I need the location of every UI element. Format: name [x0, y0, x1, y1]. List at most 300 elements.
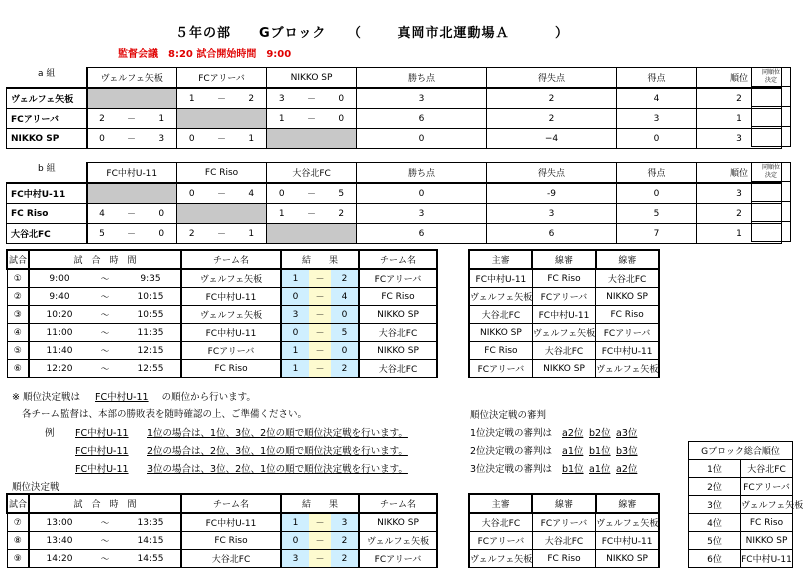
match-score: 3 — [267, 88, 297, 109]
line-referee: FC Riso — [532, 550, 595, 568]
self-match-cell — [87, 88, 117, 109]
example-line — [75, 443, 408, 461]
header-no: 試合 — [7, 250, 29, 269]
referee-header: 線審 — [532, 250, 595, 269]
match-score: 1 — [177, 88, 207, 109]
standing-pts: 3 — [357, 204, 487, 224]
match-score: － — [297, 109, 327, 129]
match-row — [7, 550, 437, 568]
example-team: FC中村U-11 — [75, 428, 129, 439]
header-result: 結 果 — [281, 494, 359, 513]
final-ranking-title: Gブロック総合順位 — [689, 442, 793, 460]
self-match-cell — [237, 109, 267, 129]
line-referee: NIKKO SP — [532, 360, 595, 378]
tiebreak-cell — [752, 182, 791, 202]
ref-assign-title: 順位決定戦の審判 — [470, 410, 547, 421]
match-score: 3 — [147, 129, 177, 149]
column-header: 得失点 — [487, 68, 617, 89]
standing-rank: 2 — [697, 88, 782, 109]
self-match-cell — [117, 183, 147, 204]
standing-gd: −4 — [487, 129, 617, 149]
self-match-cell — [117, 88, 147, 109]
start-time: 14:20 — [29, 550, 89, 568]
home-score: 1 — [281, 513, 309, 532]
referee-row — [469, 360, 659, 378]
home-team: FC Riso — [181, 532, 281, 550]
corner-cell — [7, 163, 87, 184]
home-team: ヴェルフェ矢板 — [181, 269, 281, 288]
match-score: － — [207, 129, 237, 149]
tiebreak-cell — [752, 87, 791, 107]
match-number: ⑦ — [7, 513, 29, 532]
header-team2: チーム名 — [359, 250, 437, 269]
referee-header: 主審 — [469, 494, 532, 513]
referee-row — [469, 269, 659, 288]
final-rank: 5位 — [689, 532, 741, 550]
match-score: － — [207, 183, 237, 204]
end-time: 14:55 — [121, 550, 181, 568]
team-name: FC Riso — [7, 204, 87, 224]
column-header: 得点 — [617, 68, 697, 89]
start-time: 13:40 — [29, 532, 89, 550]
start-time: 9:40 — [29, 288, 89, 306]
column-header: 順位 — [697, 163, 782, 184]
standing-gf: 7 — [617, 224, 697, 244]
self-match-cell — [147, 88, 177, 109]
referee-row — [469, 532, 659, 550]
referee-row — [469, 342, 659, 360]
referee-header: 線審 — [596, 494, 659, 513]
line-referee: 大谷北FC — [532, 532, 595, 550]
ref-assign-slot: b3位 — [616, 446, 638, 457]
team-name: NIKKO SP — [7, 129, 87, 149]
ref-assign-slot: b1位 — [589, 446, 611, 457]
final-team: FC Riso — [741, 514, 793, 532]
column-header: FC Riso — [177, 163, 267, 184]
ref-assign-label: 1位決定戦の審判は — [470, 428, 553, 439]
score-dash: － — [309, 342, 331, 360]
line-referee: NIKKO SP — [596, 550, 659, 568]
final-ranking-row — [689, 532, 793, 550]
final-rank: 1位 — [689, 460, 741, 478]
main-referee: 大谷北FC — [469, 306, 532, 324]
team-name: FCアリーバ — [7, 109, 87, 129]
referee-header: 主審 — [469, 250, 532, 269]
column-header: 勝ち点 — [357, 163, 487, 184]
note-examples — [75, 425, 408, 479]
home-score: 3 — [281, 550, 309, 568]
line-referee: FC中村U-11 — [596, 342, 659, 360]
match-score: 0 — [147, 204, 177, 224]
ref-assign-slot: a1位 — [562, 446, 584, 457]
example-team: FC中村U-11 — [75, 446, 129, 457]
away-team: NIKKO SP — [359, 342, 437, 360]
away-team: 大谷北FC — [359, 360, 437, 378]
self-match-cell — [207, 109, 237, 129]
main-referee: FC中村U-11 — [469, 269, 532, 288]
final-ranking-row — [689, 550, 793, 568]
match-number: ④ — [7, 324, 29, 342]
example-line — [75, 461, 408, 479]
self-match-cell — [177, 204, 207, 224]
end-time: 14:15 — [121, 532, 181, 550]
match-score: － — [207, 88, 237, 109]
match-row — [7, 306, 437, 324]
line-referee: ヴェルフェ矢板 — [596, 360, 659, 378]
away-score: 5 — [331, 324, 359, 342]
home-team: FC中村U-11 — [181, 513, 281, 532]
standings-row — [7, 88, 782, 109]
tiebreak-header: 同順位 決定 — [752, 68, 791, 87]
line-referee: ヴェルフェ矢板 — [532, 324, 595, 342]
final-team: 大谷北FC — [741, 460, 793, 478]
final-ranking-row — [689, 496, 793, 514]
match-number: ① — [7, 269, 29, 288]
schedule-table — [6, 249, 438, 378]
self-match-cell — [147, 183, 177, 204]
ref-assign-slot: b1位 — [562, 464, 584, 475]
score-dash: － — [309, 513, 331, 532]
away-team: 大谷北FC — [359, 324, 437, 342]
line-referee: FC中村U-11 — [596, 532, 659, 550]
ref-assign-slot: b2位 — [589, 428, 611, 439]
ref-assign-list — [470, 425, 643, 479]
tiebreak-cell — [752, 222, 791, 242]
corner-cell — [7, 68, 87, 89]
match-number: ⑥ — [7, 360, 29, 378]
match-score: 2 — [87, 109, 117, 129]
self-match-cell — [267, 129, 297, 149]
final-rank: 4位 — [689, 514, 741, 532]
home-team: FC中村U-11 — [181, 288, 281, 306]
away-score: 4 — [331, 288, 359, 306]
line-referee: ヴェルフェ矢板 — [596, 513, 659, 532]
match-score: － — [117, 109, 147, 129]
time-separator: ～ — [89, 360, 121, 378]
note-line2: 各チーム監督は、本部の勝敗表を随時確認の上、ご準備ください。 — [22, 409, 308, 420]
standing-pts: 0 — [357, 129, 487, 149]
match-score: 0 — [327, 88, 357, 109]
final-ranking-table — [688, 441, 803, 568]
away-score: 2 — [331, 532, 359, 550]
match-row — [7, 360, 437, 378]
main-referee: ヴェルフェ矢板 — [469, 288, 532, 306]
standing-pts: 6 — [357, 109, 487, 129]
referee-header: 線審 — [532, 494, 595, 513]
match-number: ⑧ — [7, 532, 29, 550]
start-time: 11:00 — [29, 324, 89, 342]
header-time: 試 合 時 間 — [29, 494, 181, 513]
meeting-time: 監督会議 8:20 試合開始時間 9:00 — [118, 49, 292, 60]
main-referee: FCアリーバ — [469, 360, 532, 378]
away-team: FCアリーバ — [359, 269, 437, 288]
self-match-cell — [267, 224, 297, 244]
title-close: ） — [555, 26, 570, 41]
standing-pts: 6 — [357, 224, 487, 244]
line-referee: 大谷北FC — [532, 342, 595, 360]
home-score: 0 — [281, 324, 309, 342]
away-team: FCアリーバ — [359, 550, 437, 568]
column-header: 順位 — [697, 68, 782, 89]
match-score: － — [297, 183, 327, 204]
header-team1: チーム名 — [181, 494, 281, 513]
ref-assign-row — [470, 425, 643, 443]
home-team: FC中村U-11 — [181, 324, 281, 342]
standing-gf: 4 — [617, 88, 697, 109]
match-number: ② — [7, 288, 29, 306]
home-score: 0 — [281, 532, 309, 550]
score-dash: － — [309, 532, 331, 550]
home-team: ヴェルフェ矢板 — [181, 306, 281, 324]
referee-row — [469, 513, 659, 532]
score-dash: － — [309, 550, 331, 568]
match-score: － — [297, 88, 327, 109]
final-ranking-row — [689, 514, 793, 532]
home-score: 1 — [281, 342, 309, 360]
playoff-table — [6, 493, 438, 568]
standing-gf: 5 — [617, 204, 697, 224]
away-team: NIKKO SP — [359, 513, 437, 532]
home-score: 3 — [281, 306, 309, 324]
final-ranking-row — [689, 478, 793, 496]
header-team2: チーム名 — [359, 494, 437, 513]
self-match-cell — [297, 129, 327, 149]
standings-row — [7, 183, 782, 204]
match-row — [7, 532, 437, 550]
header-no: 試合 — [7, 494, 29, 513]
self-match-cell — [177, 109, 207, 129]
match-score: 1 — [237, 129, 267, 149]
tiebreak-header: 同順位 決定 — [752, 163, 791, 182]
start-time: 10:20 — [29, 306, 89, 324]
start-time: 11:40 — [29, 342, 89, 360]
standing-gd: 2 — [487, 88, 617, 109]
match-number: ⑨ — [7, 550, 29, 568]
final-rank: 2位 — [689, 478, 741, 496]
match-score: － — [297, 204, 327, 224]
match-score: 1 — [267, 204, 297, 224]
line-referee: FC Riso — [532, 269, 595, 288]
away-score: 0 — [331, 342, 359, 360]
standings-row — [7, 224, 782, 244]
match-score: 5 — [87, 224, 117, 244]
line-referee: FCアリーバ — [596, 324, 659, 342]
away-team: NIKKO SP — [359, 306, 437, 324]
group-b-tiebreak-table — [751, 162, 791, 242]
home-team: 大谷北FC — [181, 550, 281, 568]
example-text: 3位の場合は、3位、2位、1位の順で順位決定戦を行います。 — [147, 464, 408, 475]
note-team: FC中村U-11 — [95, 392, 149, 403]
standing-gf: 0 — [617, 129, 697, 149]
self-match-cell — [327, 224, 357, 244]
ref-assign-slot: a2位 — [562, 428, 584, 439]
column-header: FCアリーバ — [177, 68, 267, 89]
match-score: 1 — [147, 109, 177, 129]
match-score: 2 — [237, 88, 267, 109]
standing-gd: 6 — [487, 224, 617, 244]
group-a-label: a 組 — [38, 69, 56, 79]
team-name: ヴェルフェ矢板 — [7, 88, 87, 109]
standing-rank: 3 — [697, 183, 782, 204]
score-dash: － — [309, 269, 331, 288]
column-header: 得点 — [617, 163, 697, 184]
home-score: 1 — [281, 269, 309, 288]
match-score: 0 — [147, 224, 177, 244]
match-score: 4 — [237, 183, 267, 204]
end-time: 10:15 — [121, 288, 181, 306]
end-time: 9:35 — [121, 269, 181, 288]
final-ranking-row — [689, 460, 793, 478]
tiebreak-cell — [752, 107, 791, 127]
time-separator: ～ — [89, 324, 121, 342]
end-time: 12:15 — [121, 342, 181, 360]
standing-rank: 1 — [697, 109, 782, 129]
column-header: NIKKO SP — [267, 68, 357, 89]
away-score: 2 — [331, 550, 359, 568]
time-separator: ～ — [89, 306, 121, 324]
start-time: 9:00 — [29, 269, 89, 288]
page-title — [175, 22, 569, 41]
column-header: FC中村U-11 — [87, 163, 177, 184]
line-referee: NIKKO SP — [596, 288, 659, 306]
self-match-cell — [327, 129, 357, 149]
final-team: NIKKO SP — [741, 532, 793, 550]
match-score: 0 — [177, 183, 207, 204]
away-score: 0 — [331, 306, 359, 324]
title-block: ５年の部 Gブロック （ — [175, 26, 362, 41]
team-name: FC中村U-11 — [7, 183, 87, 204]
end-time: 11:35 — [121, 324, 181, 342]
example-team: FC中村U-11 — [75, 464, 129, 475]
match-score: 1 — [267, 109, 297, 129]
line-referee: FCアリーバ — [532, 288, 595, 306]
referee-row — [469, 306, 659, 324]
ref-assign-label: 3位決定戦の審判は — [470, 464, 553, 475]
line-referee: FCアリーバ — [532, 513, 595, 532]
team-name: 大谷北FC — [7, 224, 87, 244]
time-separator: ～ — [89, 513, 121, 532]
standing-rank: 3 — [697, 129, 782, 149]
standing-rank: 2 — [697, 204, 782, 224]
group-a-table — [6, 67, 782, 149]
home-score: 0 — [281, 288, 309, 306]
away-score: 2 — [331, 269, 359, 288]
main-referee: ヴェルフェ矢板 — [469, 550, 532, 568]
group-b-label: b 組 — [38, 164, 56, 174]
home-team: FCアリーバ — [181, 342, 281, 360]
end-time: 12:55 — [121, 360, 181, 378]
main-referee: FC Riso — [469, 342, 532, 360]
match-number: ③ — [7, 306, 29, 324]
match-row — [7, 288, 437, 306]
example-text: 1位の場合は、1位、3位、2位の順で順位決定戦を行います。 — [147, 428, 408, 439]
final-team: ヴェルフェ矢板 — [741, 496, 793, 514]
score-dash: － — [309, 360, 331, 378]
playoff-label: 順位決定戦 — [12, 482, 60, 493]
referee-row — [469, 550, 659, 568]
final-rank: 6位 — [689, 550, 741, 568]
line-referee: FC中村U-11 — [532, 306, 595, 324]
column-header: 大谷北FC — [267, 163, 357, 184]
column-header: ヴェルフェ矢板 — [87, 68, 177, 89]
ref-assign-row — [470, 461, 643, 479]
home-score: 1 — [281, 360, 309, 378]
match-score: 1 — [237, 224, 267, 244]
match-row — [7, 513, 437, 532]
home-team: FC Riso — [181, 360, 281, 378]
ref-assign-row — [470, 443, 643, 461]
time-separator: ～ — [89, 532, 121, 550]
match-score: 0 — [177, 129, 207, 149]
referee-header: 線審 — [596, 250, 659, 269]
standing-gd: 3 — [487, 204, 617, 224]
away-score: 3 — [331, 513, 359, 532]
self-match-cell — [207, 204, 237, 224]
match-score: － — [117, 204, 147, 224]
away-score: 2 — [331, 360, 359, 378]
match-score: 0 — [267, 183, 297, 204]
group-a-tiebreak-table — [751, 67, 791, 147]
end-time: 10:55 — [121, 306, 181, 324]
match-score: － — [117, 224, 147, 244]
line-referee: 大谷北FC — [596, 269, 659, 288]
start-time: 12:20 — [29, 360, 89, 378]
example-line — [75, 425, 408, 443]
standings-row — [7, 109, 782, 129]
away-team: ヴェルフェ矢板 — [359, 532, 437, 550]
main-referee: FCアリーバ — [469, 532, 532, 550]
referee-table — [468, 249, 660, 378]
note-example-label: 例 — [45, 428, 55, 439]
standings-row — [7, 129, 782, 149]
match-score: － — [117, 129, 147, 149]
match-score: 0 — [327, 109, 357, 129]
line-referee: FC Riso — [596, 306, 659, 324]
start-time: 13:00 — [29, 513, 89, 532]
match-number: ⑤ — [7, 342, 29, 360]
time-separator: ～ — [89, 342, 121, 360]
match-score: 0 — [87, 129, 117, 149]
ref-assign-slot: a3位 — [616, 428, 638, 439]
end-time: 13:35 — [121, 513, 181, 532]
standing-pts: 3 — [357, 88, 487, 109]
away-team: FC Riso — [359, 288, 437, 306]
match-row — [7, 324, 437, 342]
standing-gf: 0 — [617, 183, 697, 204]
tiebreak-cell — [752, 127, 791, 147]
standing-pts: 0 — [357, 183, 487, 204]
note-line1: ※ 順位決定戦は FC中村U-11 の順位から行います。 — [12, 392, 256, 403]
main-referee: 大谷北FC — [469, 513, 532, 532]
match-score: 2 — [177, 224, 207, 244]
self-match-cell — [87, 183, 117, 204]
self-match-cell — [237, 204, 267, 224]
column-header: 勝ち点 — [357, 68, 487, 89]
playoff-referee-table — [468, 493, 660, 568]
match-row — [7, 269, 437, 288]
score-dash: － — [309, 324, 331, 342]
standings-row — [7, 204, 782, 224]
column-header: 得失点 — [487, 163, 617, 184]
final-team: FCアリーバ — [741, 478, 793, 496]
header-time: 試 合 時 間 — [29, 250, 181, 269]
score-dash: － — [309, 288, 331, 306]
group-b-table — [6, 162, 782, 244]
referee-row — [469, 324, 659, 342]
ref-assign-label: 2位決定戦の審判は — [470, 446, 553, 457]
header-team1: チーム名 — [181, 250, 281, 269]
ref-assign-slot: a1位 — [589, 464, 611, 475]
